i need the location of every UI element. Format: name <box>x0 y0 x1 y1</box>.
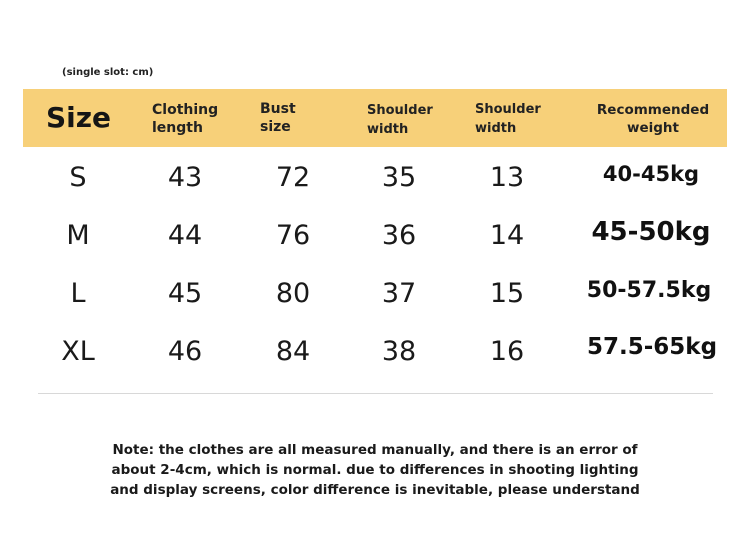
header-clothing-length-line2: length <box>152 120 203 136</box>
cell-recommended-weight: 40-45kg <box>602 162 700 186</box>
table-row <box>0 217 750 260</box>
cell-recommended-weight: 45-50kg <box>591 217 711 247</box>
header-bust-size <box>260 100 296 136</box>
unit-note: (single slot: cm) <box>62 67 154 78</box>
cell-shoulder-width-1: 37 <box>381 278 417 309</box>
header-recommended-weight <box>578 101 728 137</box>
header-shoulder-width-1 <box>367 101 433 139</box>
cell-recommended-weight: 50-57.5kg <box>586 278 712 303</box>
cell-shoulder-width-1: 38 <box>381 336 417 367</box>
footnote <box>95 440 655 500</box>
table-row <box>0 278 750 318</box>
table-row <box>0 162 750 202</box>
cell-size: L <box>70 278 86 309</box>
header-recommended-weight-line1: Recommended <box>596 102 710 118</box>
header-shoulder-width-2-line2: width <box>475 121 517 136</box>
header-size: Size <box>46 101 112 134</box>
footnote-line-3: and display screens, color difference is inevitable, please understand <box>110 482 640 498</box>
table-row <box>0 336 750 376</box>
header-shoulder-width-1-line2: width <box>367 122 409 137</box>
cell-size: S <box>69 162 87 193</box>
footnote-line-2: about 2-4cm, which is normal. due to differences in shooting lighting <box>111 462 639 478</box>
cell-bust-size: 84 <box>275 336 311 367</box>
cell-bust-size: 72 <box>275 162 311 193</box>
header-bust-size-line1: Bust <box>260 101 296 117</box>
header-clothing-length <box>152 101 218 137</box>
cell-clothing-length: 44 <box>167 220 203 251</box>
cell-clothing-length: 46 <box>167 336 203 367</box>
cell-size: XL <box>61 336 95 367</box>
header-shoulder-width-2 <box>475 100 541 138</box>
cell-clothing-length: 43 <box>167 162 203 193</box>
cell-recommended-weight: 57.5-65kg <box>586 334 718 360</box>
cell-shoulder-width-1: 36 <box>381 220 417 251</box>
header-shoulder-width-1-line1: Shoulder <box>367 103 433 118</box>
cell-shoulder-width-2: 16 <box>489 336 525 367</box>
header-shoulder-width-2-line1: Shoulder <box>475 102 541 117</box>
header-recommended-weight-line2: weight <box>627 120 679 136</box>
divider <box>38 393 713 394</box>
cell-shoulder-width-2: 15 <box>489 278 525 309</box>
cell-shoulder-width-1: 35 <box>381 162 417 193</box>
cell-clothing-length: 45 <box>167 278 203 309</box>
cell-bust-size: 76 <box>275 220 311 251</box>
footnote-line-1: Note: the clothes are all measured manually, and there is an error of <box>112 442 638 458</box>
header-bust-size-line2: size <box>260 119 291 135</box>
cell-shoulder-width-2: 13 <box>489 162 525 193</box>
cell-size: M <box>66 220 90 251</box>
cell-bust-size: 80 <box>275 278 311 309</box>
header-clothing-length-line1: Clothing <box>152 102 219 118</box>
cell-shoulder-width-2: 14 <box>489 220 525 251</box>
